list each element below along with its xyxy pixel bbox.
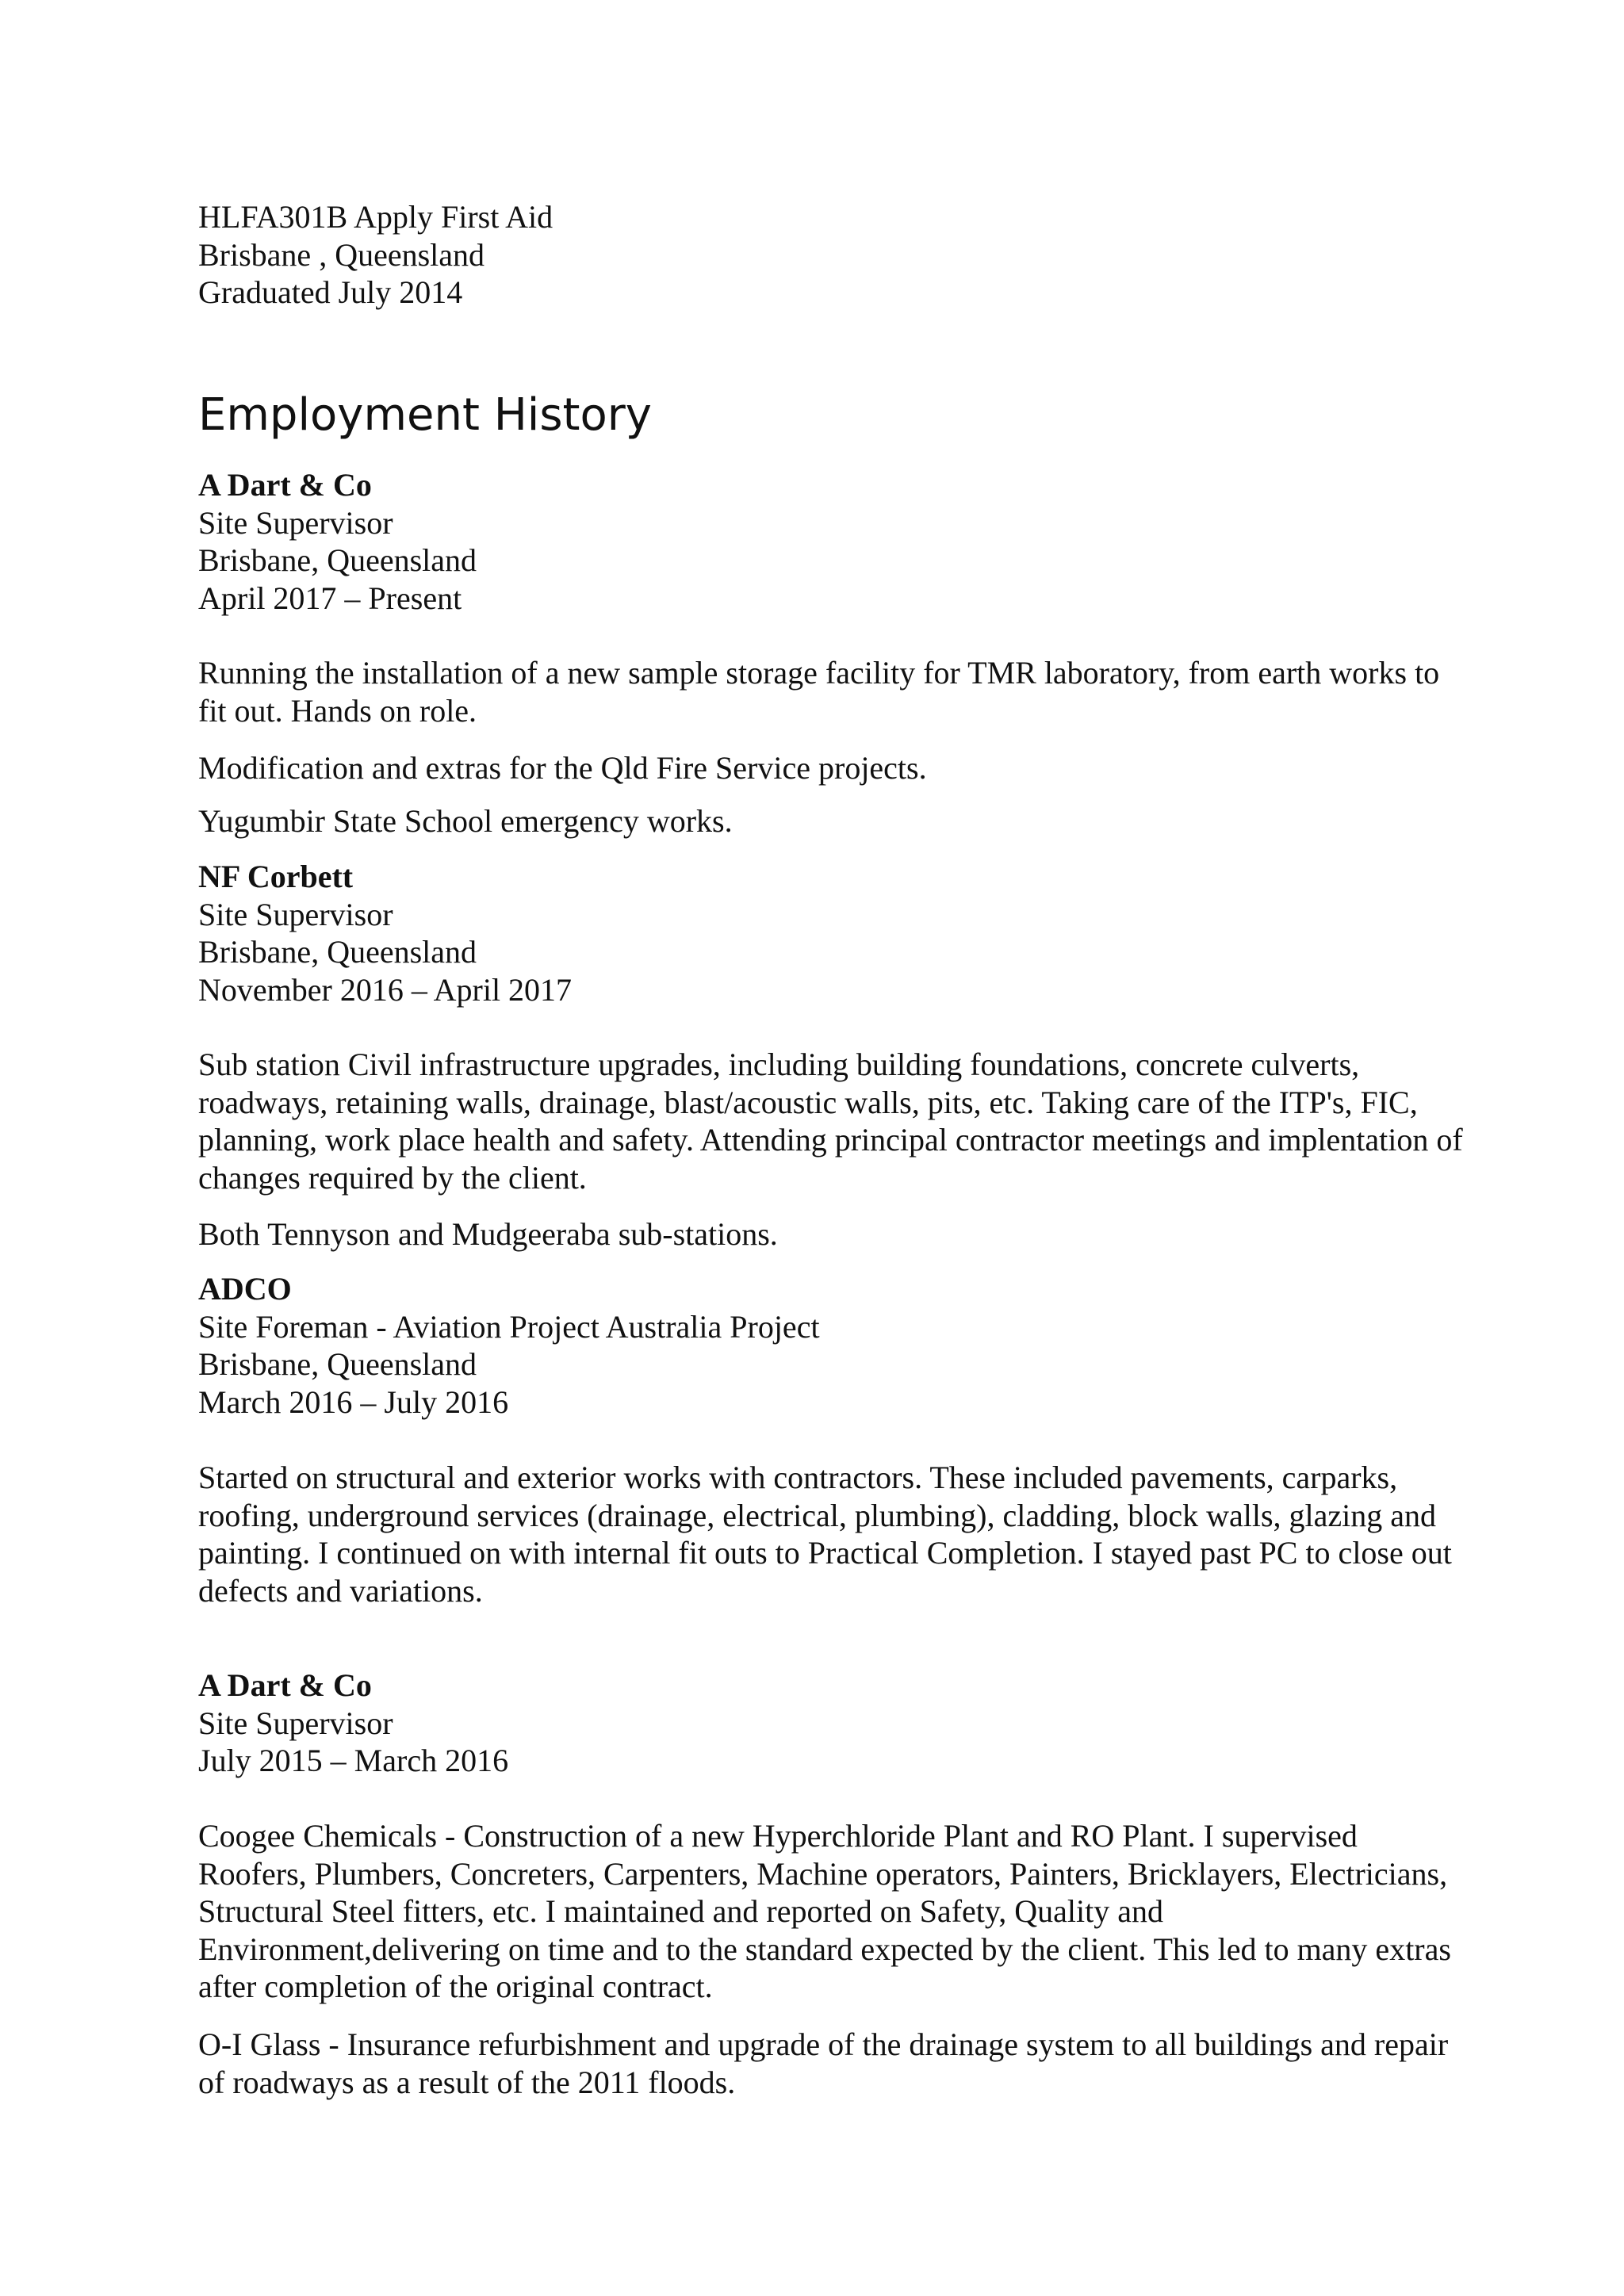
job-dates: April 2017 – Present bbox=[198, 580, 462, 616]
job-role: Site Supervisor bbox=[198, 896, 393, 932]
job-location: Brisbane, Queensland bbox=[198, 934, 477, 970]
job-paragraph: Started on structural and exterior works with contractors. These included pavements, carparks, roofing, underground services (drainage, electrical, plumbing), cladding, block walls, glazing and painting. I continued on with internal fit outs to Practical Completion. I stayed past PC to close out defects and variations. bbox=[198, 1460, 1452, 1609]
job-role: Site Foreman - Aviation Project Australia Project bbox=[198, 1308, 820, 1345]
job-role: Site Supervisor bbox=[198, 504, 393, 541]
job-header bbox=[198, 1270, 1467, 1421]
employment-history-heading: Employment History bbox=[198, 389, 652, 441]
company-name: A Dart & Co bbox=[198, 467, 372, 503]
job-paragraph: Running the installation of a new sample storage facility for TMR laboratory, from earth works to fit out. Hands on role. bbox=[198, 655, 1440, 729]
job-paragraph: Both Tennyson and Mudgeeraba sub-stations. bbox=[198, 1216, 778, 1252]
company-name: NF Corbett bbox=[198, 859, 354, 894]
job-paragraph: Yugumbir State School emergency works. bbox=[198, 803, 733, 839]
course-location: Brisbane , Queensland bbox=[198, 236, 485, 273]
job-header bbox=[198, 1667, 1467, 1780]
company-name: A Dart & Co bbox=[198, 1667, 372, 1703]
job-role: Site Supervisor bbox=[198, 1705, 393, 1741]
job-dates: November 2016 – April 2017 bbox=[198, 971, 573, 1008]
job-location: Brisbane, Queensland bbox=[198, 1346, 477, 1382]
job-paragraph: O-I Glass - Insurance refurbishment and upgrade of the drainage system to all buildings and repair of roadways as a result of the 2011 floods. bbox=[198, 2026, 1449, 2100]
education-block bbox=[198, 198, 1467, 312]
job-dates: July 2015 – March 2016 bbox=[198, 1743, 509, 1778]
job-dates: March 2016 – July 2016 bbox=[198, 1383, 509, 1420]
job-paragraph: Coogee Chemicals - Construction of a new Hyperchloride Plant and RO Plant. I supervised Roofers, Plumbers, Concreters, Carpenters, Machine operators, Painters, Bricklayers, Electricians, Structural Steel fitters, etc. I maintained and reported on Safety, Quality and Environment,delivering on time and to the standard expected by the client. This led to many extras after completion of the original contract. bbox=[198, 1818, 1451, 2004]
course-name: HLFA301B Apply First Aid bbox=[198, 199, 553, 235]
job-location: Brisbane, Queensland bbox=[198, 542, 477, 578]
company-name: ADCO bbox=[198, 1271, 292, 1307]
job-header bbox=[198, 858, 1467, 1008]
job-paragraph: Sub station Civil infrastructure upgrades, including building foundations, concrete culverts, roadways, retaining walls, drainage, blast/acoustic walls, pits, etc. Taking care of the ITP's, FIC, planning, work place health and safety. Attending principal contractor meetings and implentation of changes required by the client. bbox=[198, 1047, 1463, 1196]
graduation-date: Graduated July 2014 bbox=[198, 274, 463, 310]
job-paragraph: Modification and extras for the Qld Fire Service projects. bbox=[198, 750, 927, 786]
job-header bbox=[198, 466, 1467, 617]
